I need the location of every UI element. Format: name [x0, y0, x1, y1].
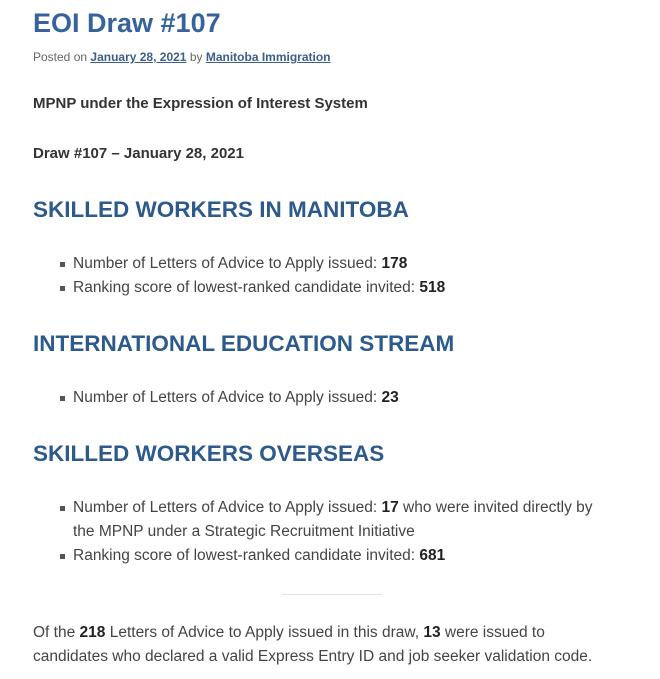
bullet-icon [60, 396, 65, 401]
list-item-label: Number of Letters of Advice to Apply issued: [73, 499, 382, 516]
author-link[interactable]: Manitoba Immigration [205, 50, 331, 64]
bullet-icon [60, 286, 65, 291]
list-item-suffix: who were invited directly by [398, 499, 593, 516]
closing-count: 13 [423, 624, 441, 641]
bullet-icon [60, 262, 65, 267]
posted-on-label: Posted on [33, 50, 88, 64]
closing-prefix: Of the [33, 624, 80, 641]
list-item [73, 252, 407, 276]
list-item [73, 496, 593, 520]
closing-mid: Letters of Advice to Apply issued in this draw, [105, 624, 424, 641]
list-item-value: 23 [381, 389, 399, 406]
section-heading-skilled-workers-manitoba: SKILLED WORKERS IN MANITOBA [33, 197, 409, 222]
post-date-link[interactable]: January 28, 2021 [90, 50, 187, 64]
closing-total: 218 [79, 624, 106, 641]
section-heading-international-education: INTERNATIONAL EDUCATION STREAM [33, 331, 455, 356]
section-heading-skilled-workers-overseas: SKILLED WORKERS OVERSEAS [33, 441, 385, 466]
post-title: EOI Draw #107 [33, 8, 221, 38]
divider [282, 594, 382, 595]
bullet-icon [60, 506, 65, 511]
bullet-icon [60, 554, 65, 559]
list-item-value: 178 [381, 255, 408, 272]
closing-paragraph [33, 621, 592, 669]
list-item-label: Number of Letters of Advice to Apply issued: [73, 255, 382, 272]
list-item-continuation: the MPNP under a Strategic Recruitment Initiative [73, 523, 415, 540]
list-item [73, 544, 445, 568]
list-item [73, 386, 399, 410]
list-item-label: Ranking score of lowest-ranked candidate invited: [73, 279, 420, 296]
list-item [73, 276, 445, 300]
list-item-value: 681 [419, 547, 446, 564]
list-item-value: 17 [381, 499, 399, 516]
by-label: by [189, 50, 203, 64]
closing-line2: candidates who declared a valid Express Entry ID and job seeker validation code. [33, 648, 593, 665]
list-item-value: 518 [419, 279, 446, 296]
list-item-label: Ranking score of lowest-ranked candidate invited: [73, 547, 420, 564]
draw-line: Draw #107 – January 28, 2021 [33, 145, 244, 162]
closing-suffix: were issued to [440, 624, 545, 641]
post-meta [33, 50, 331, 64]
list-item-label: Number of Letters of Advice to Apply issued: [73, 389, 382, 406]
intro-heading: MPNP under the Expression of Interest System [33, 95, 368, 112]
